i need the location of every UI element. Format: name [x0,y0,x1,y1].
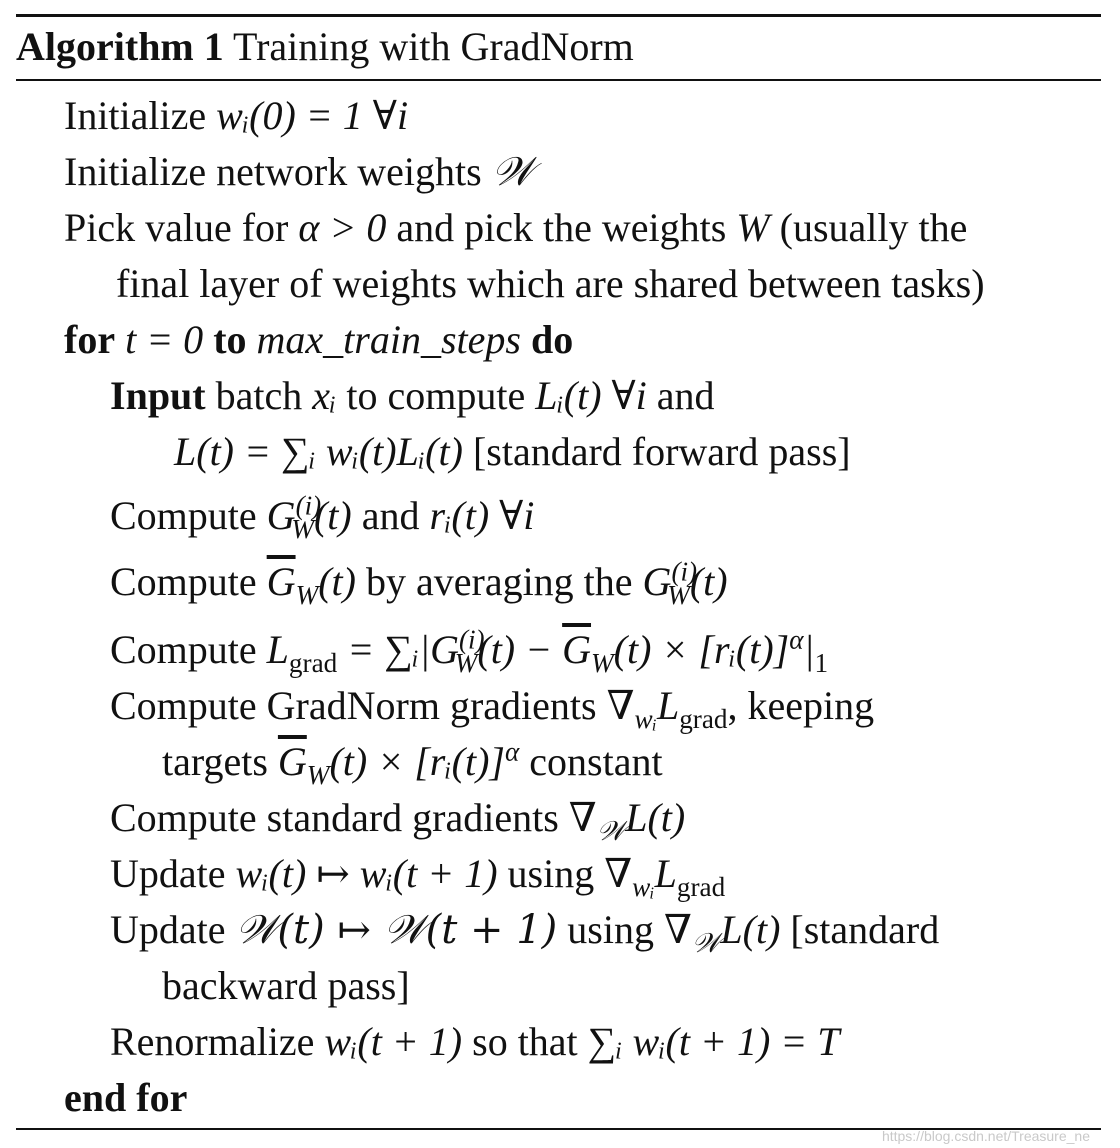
line-standard-gradients: Compute standard gradients $\nabla_𝒲L(t)$ [110,795,686,847]
line-forward-pass: L(t) = ∑ᵢ wᵢ(t)Lᵢ(t) [standard forward pass] [174,429,851,474]
line-renormalize: Renormalize wᵢ(t + 1) so that ∑ᵢ wᵢ(t + 1) = T [110,1019,840,1064]
algorithm-caption [16,17,1101,71]
line-compute-lgrad: Compute $L_{grad}$ = $\sum ᵢ|G^{(i)}_W(t) - \overline{G}_W(t)$ × $[rᵢ(t)]^\alpha|_1$ [110,624,829,678]
algorithm-box [16,14,1101,81]
line-compute-gbar: Compute $\overline{G}_W(t)$ by averaging the $G^{(i)}_W(t)$ [110,556,728,610]
line-gradnorm-gradients: Compute GradNorm gradients $\nabla_{wᵢ}L_{grad}$, keeping [110,683,875,734]
line-input-batch: Input batch xᵢ to compute Lᵢ(t) ∀i and [110,373,715,418]
line-pick-value-cont: final layer of weights which are shared between tasks) [116,261,985,306]
line-update-w: Update wᵢ(t) ↦ wᵢ(t + 1) using $\nabla_{wᵢ}L_{grad}$ [110,851,726,902]
line-init-network: Initialize network weights 𝒲 [64,149,534,195]
line-pick-value: Pick value for α > 0 and pick the weights W (usually the [64,205,968,250]
line-init-weights: Initialize wᵢ(0) = 1 ∀i [64,93,409,138]
caption-label: Algorithm 1 [16,24,224,69]
caption-title: Training with GradNorm [233,24,634,69]
line-targets-constant: targets $\overline{G}_W(t)$ × [rᵢ(t)]$^\alpha$ constant [162,736,663,790]
watermark: https://blog.csdn.net/Treasure_ne [881,1128,1090,1144]
line-for: for t = 0 to max_train_steps do [64,317,574,362]
line-end-for: end for [64,1075,188,1120]
line-compute-g: Compute $G^{(i)}_W(t)$ and rᵢ(t) ∀i [110,490,535,544]
caption-rule [16,79,1101,81]
line-backward-pass: backward pass] [162,963,410,1008]
line-update-network: Update 𝒲(t) ↦ 𝒲(t + 1) using $\nabla_𝒲L(t)$ [standard [110,907,940,959]
